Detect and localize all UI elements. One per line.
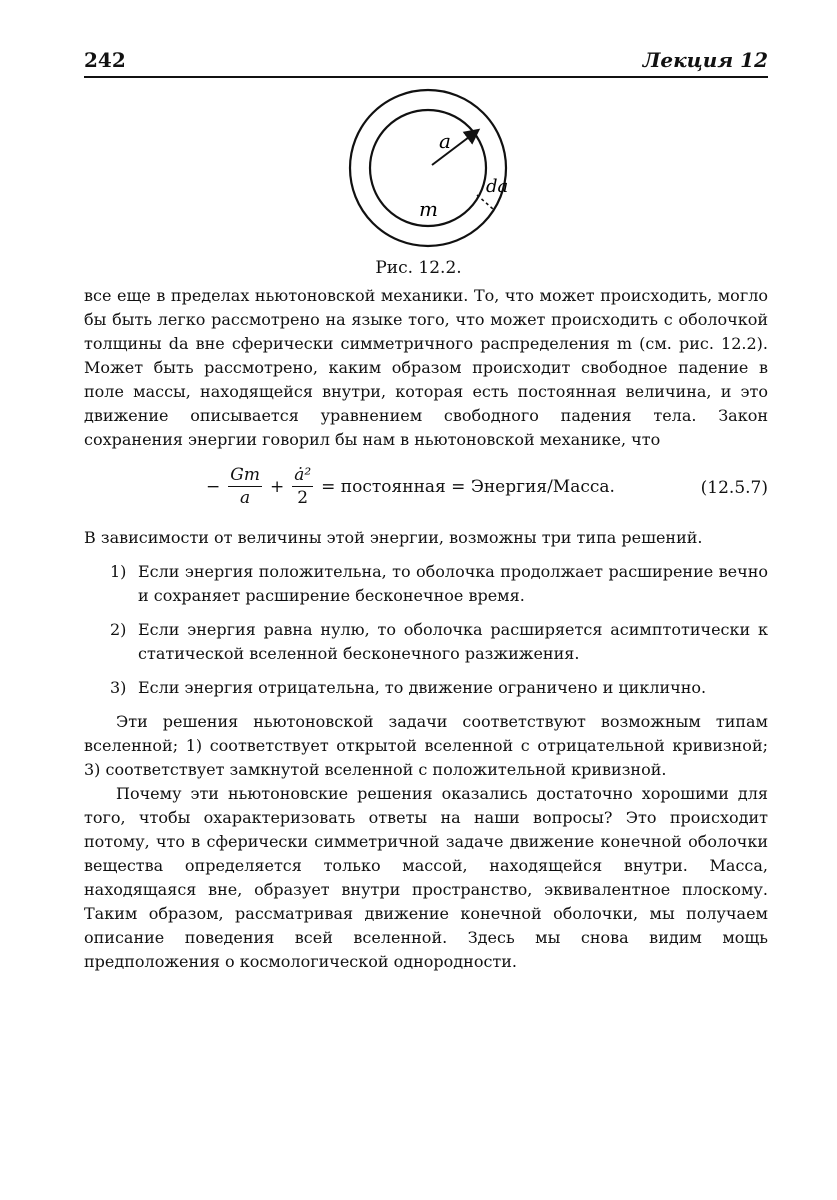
list-marker: 1) bbox=[110, 562, 127, 581]
figure-caption: Рис. 12.2. bbox=[375, 258, 462, 278]
paragraph-newtonian-justification: Почему эти ньютоновские решения оказались достаточно хорошими для того, чтобы охарактеризовать ответы на наши вопросы? Это происходит потому, что в сферически симметричной задаче движение конечной оболочки вещества определяется только массой, находящейся внутри. Масса, находящаяся вне, образует внутри пространство, эквивалентное плоскому. Таким образом, рассматривая движение конечной оболочки, мы получаем описание поведения всей вселенной. Здесь мы снова видим мощь предположения о космологической однородности. bbox=[84, 784, 768, 971]
paragraph-continued: все еще в пределах ньютоновской механики. То, что может происходить, могло бы быть легко рассмотрено на языке того, что может происходить с оболочкой толщины da вне сферически симметричного распределения m (см. рис. 12.2). Может быть рассмотрено, каким образом происходит свободное падение в поле массы, находящейся внутри, которая есть постоянная величина, и это движение описывается уравнением свободного падения тела. Закон сохранения энергии говорил бы нам в ньютоновской механике, что bbox=[84, 286, 768, 449]
equation-plus: + bbox=[269, 476, 285, 497]
equation-block bbox=[84, 458, 768, 522]
list-item bbox=[84, 618, 768, 666]
list-item bbox=[84, 676, 768, 700]
equation-number: (12.5.7) bbox=[700, 478, 768, 498]
body-text bbox=[84, 284, 768, 974]
fraction-numerator: ȧ² bbox=[294, 465, 312, 485]
list-item-text: Если энергия равна нулю, то оболочка расширяется асимптотически к статической вселенной бесконечного разжижения. bbox=[138, 620, 768, 663]
page-number: 242 bbox=[84, 48, 126, 72]
equation-minus: − bbox=[206, 476, 221, 497]
paragraph-universe-types: Эти решения ньютоновской задачи соответствуют возможным типам вселенной; 1) соответствует открытой вселенной с отрицательной кривизной; 3) соответствует замкнутой вселенной с положительной кривизной. bbox=[84, 712, 768, 779]
list-item-text: Если энергия положительна, то оболочка продолжает расширение вечно и сохраняет расширение бесконечное время. bbox=[138, 562, 768, 605]
list-marker: 3) bbox=[110, 678, 127, 697]
label-mass-m: m bbox=[419, 197, 438, 221]
paragraph-solutions-intro: В зависимости от величины этой энергии, возможны три типа решений. bbox=[84, 528, 703, 547]
equation-rhs: = постоянная = Энергия/Масса. bbox=[321, 476, 615, 497]
list-item bbox=[84, 560, 768, 608]
equation bbox=[202, 464, 619, 509]
label-radius-a: a bbox=[439, 129, 451, 153]
page-header bbox=[84, 48, 768, 78]
fraction-denominator: a bbox=[240, 488, 251, 508]
fraction-numerator: Gm bbox=[230, 465, 260, 485]
list-item-text: Если энергия отрицательна, то движение ограничено и циклично. bbox=[138, 678, 707, 697]
figure-spherical-shell bbox=[343, 88, 513, 248]
fraction-denominator: 2 bbox=[297, 488, 309, 508]
fraction-adot-squared-over-2 bbox=[292, 464, 313, 509]
label-thickness-da: da bbox=[486, 176, 509, 197]
running-title: Лекция 12 bbox=[642, 48, 768, 72]
list-marker: 2) bbox=[110, 620, 127, 639]
solutions-list bbox=[84, 560, 768, 700]
fraction-gm-over-a bbox=[228, 464, 262, 509]
outer-shell-circle bbox=[350, 90, 509, 246]
